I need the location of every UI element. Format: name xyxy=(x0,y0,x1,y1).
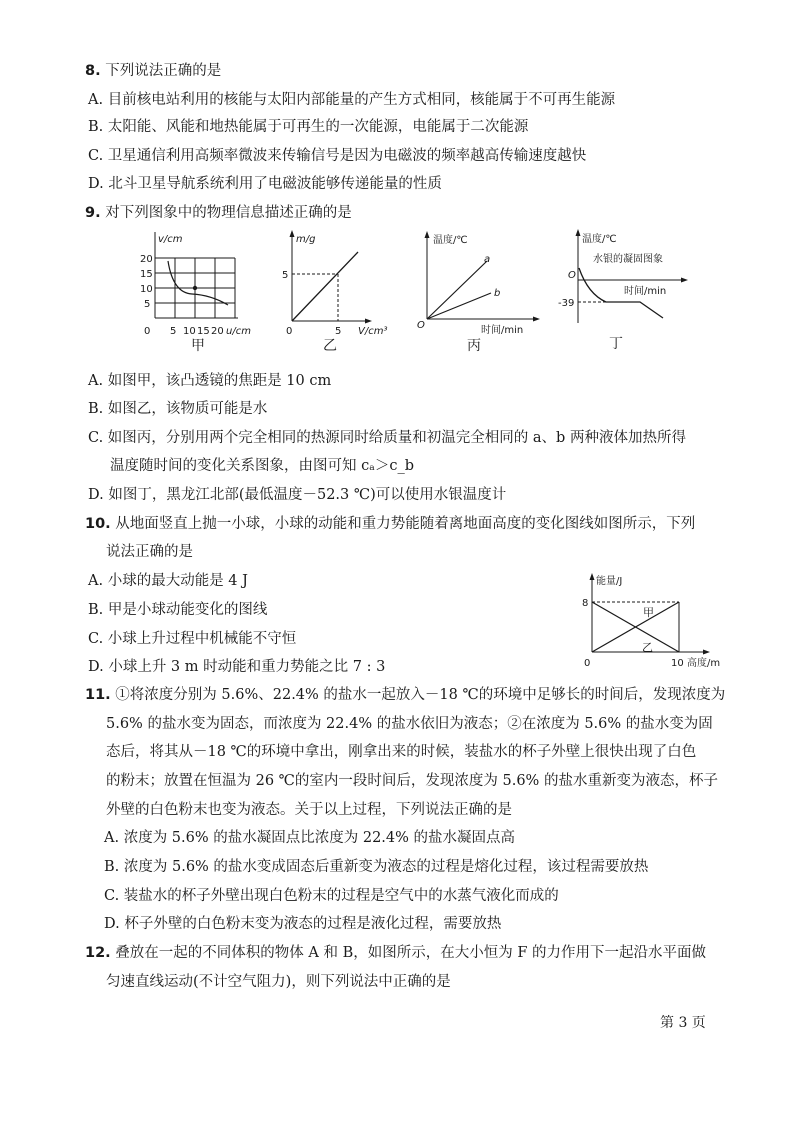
q10-option-b: B. 甲是小球动能变化的图线 xyxy=(88,602,268,618)
graph-bing-line-a xyxy=(427,261,487,319)
q10-number: 10. xyxy=(85,516,111,532)
q11-option-d: D. 杯子外壁的白色粉末变为液态的过程是液化过程，需要放热 xyxy=(104,916,502,932)
q12-number: 12. xyxy=(85,945,111,961)
graph-bing-xlabel: 时间/min xyxy=(481,325,524,336)
q10-graph-xtick: 0 xyxy=(584,658,591,669)
q11-stem-text: ①将浓度分别为 5.6%、22.4% 的盐水一起放入－18 ℃的环境中足够长的时间后，发现浓度为 xyxy=(115,687,726,703)
q8-option-a: A. 目前核电站利用的核能与太阳内部能量的产生方式相同，核能属于不可再生能源 xyxy=(88,92,616,108)
graph-bing xyxy=(415,228,545,338)
graph-ding-caption: 丁 xyxy=(609,336,623,352)
q10-label-jia: 甲 xyxy=(643,606,654,619)
graph-ding-ylabel: 温度/℃ xyxy=(582,234,617,245)
graph-yi-ytick: 5 xyxy=(282,270,289,281)
q10-label-yi: 乙 xyxy=(642,641,653,654)
graph-bing-ylabel: 温度/℃ xyxy=(433,235,468,246)
graph-yi-caption: 乙 xyxy=(323,338,337,354)
q11-stem-line-4: 的粉末；放置在恒温为 26 ℃的室内一段时间后，发现浓度为 5.6% 的盐水重新变为液态，杯子 xyxy=(106,773,718,789)
q11-stem-line-3: 态后，将其从－18 ℃的环境中拿出，刚拿出来的时候，装盐水的杯子外壁上很快出现了白色 xyxy=(106,744,697,760)
graph-jia-xlabel: u/cm xyxy=(226,326,251,337)
q10-stem xyxy=(85,514,695,534)
graph-bing-line-b xyxy=(427,293,491,319)
graph-jia-ytick: 5 xyxy=(144,299,151,310)
graph-jia-ytick: 15 xyxy=(140,269,153,280)
graph-ding-origin: O xyxy=(568,270,576,281)
graph-jia-xtick: 0 xyxy=(144,326,151,337)
graph-bing-origin: O xyxy=(417,320,425,331)
q11-stem-line-2: 5.6% 的盐水变为固态，而浓度为 22.4% 的盐水依旧为液态；②在浓度为 5.6% 的盐水变为固 xyxy=(106,716,713,732)
q10-stem-cont: 说法正确的是 xyxy=(106,544,193,560)
graph-yi-line xyxy=(292,252,358,321)
graph-ding-xlabel: 时间/min xyxy=(624,286,667,297)
q12-stem-text: 叠放在一起的不同体积的物体 A 和 B，如图所示，在大小恒为 F 的力作用下一起沿水平面做 xyxy=(115,945,707,961)
q9-option-c: C. 如图丙，分别用两个完全相同的热源同时给质量和初温完全相同的 a、b 两种液体加热所得 xyxy=(88,430,686,446)
q8-stem-text: 下列说法正确的是 xyxy=(105,63,222,79)
q10-option-d: D. 小球上升 3 m 时动能和重力势能之比 7 : 3 xyxy=(88,659,386,675)
graph-jia-curve xyxy=(168,261,228,305)
graph-ding-title: 水银的凝固图象 xyxy=(593,254,663,265)
graph-jia-ytick: 10 xyxy=(140,284,153,295)
q10-graph-xlabel: 高度/m xyxy=(687,658,721,669)
page-number: 第 3 页 xyxy=(660,1015,706,1031)
graph-ding xyxy=(548,228,698,333)
q9-stem-text: 对下列图象中的物理信息描述正确的是 xyxy=(105,205,352,221)
q11-stem-line-5: 外壁的白色粉末也变为液态。关于以上过程，下列说法正确的是 xyxy=(106,802,512,818)
graph-yi xyxy=(280,228,390,338)
graph-yi-xtick: 0 xyxy=(286,326,293,337)
graph-jia-caption: 甲 xyxy=(191,338,205,354)
graph-jia-xtick: 20 xyxy=(211,326,224,337)
graph-yi-xlabel: V/cm³ xyxy=(358,326,388,337)
q8-option-b: B. 太阳能、风能和地热能属于可再生的一次能源，电能属于二次能源 xyxy=(88,119,529,135)
q10-graph-ytick: 8 xyxy=(582,598,589,609)
q10-energy-graph xyxy=(575,568,735,672)
graph-jia-ytick: 20 xyxy=(140,254,153,265)
graph-jia-xtick: 15 xyxy=(197,326,210,337)
q9-option-a: A. 如图甲，该凸透镜的焦距是 10 cm xyxy=(88,373,332,389)
graph-bing-label-a: a xyxy=(484,254,491,265)
q11-number: 11. xyxy=(85,687,111,703)
graph-jia-xtick: 10 xyxy=(183,326,196,337)
graph-jia-point xyxy=(193,286,197,290)
q10-graph-ylabel: 能量/J xyxy=(596,576,623,587)
q11-option-a: A. 浓度为 5.6% 的盐水凝固点比浓度为 22.4% 的盐水凝固点高 xyxy=(104,830,516,846)
q9-stem xyxy=(85,203,352,223)
q9-number: 9. xyxy=(85,205,101,221)
q11-option-c: C. 装盐水的杯子外壁出现白色粉末的过程是空气中的水蒸气液化而成的 xyxy=(104,888,559,904)
graph-yi-ylabel: m/g xyxy=(296,234,316,245)
q10-option-c: C. 小球上升过程中机械能不守恒 xyxy=(88,631,297,647)
graph-jia-ylabel: v/cm xyxy=(158,234,183,245)
graph-bing-label-b: b xyxy=(494,288,501,299)
q12-stem-cont: 匀速直线运动(不计空气阻力)，则下列说法中正确的是 xyxy=(106,974,451,990)
q8-option-c: C. 卫星通信利用高频率微波来传输信号是因为电磁波的频率越高传输速度越快 xyxy=(88,148,587,164)
graph-jia-xtick: 5 xyxy=(170,326,177,337)
q11-option-b: B. 浓度为 5.6% 的盐水变成固态后重新变为液态的过程是熔化过程，该过程需要放热 xyxy=(104,859,649,875)
q10-stem-text: 从地面竖直上抛一小球，小球的动能和重力势能随着离地面高度的变化图线如图所示，下列 xyxy=(115,516,696,532)
q10-graph-xtick: 10 xyxy=(671,658,684,669)
q9-option-b: B. 如图乙，该物质可能是水 xyxy=(88,401,268,417)
q8-option-d: D. 北斗卫星导航系统利用了电磁波能够传递能量的性质 xyxy=(88,176,442,192)
q9-option-c-cont: 温度随时间的变化关系图象，由图可知 cₐ＞c_b xyxy=(110,458,414,474)
q9-option-d: D. 如图丁，黑龙江北部(最低温度－52.3 ℃)可以使用水银温度计 xyxy=(88,487,507,503)
q8-stem xyxy=(85,61,221,81)
graph-yi-xtick: 5 xyxy=(335,326,342,337)
q8-number: 8. xyxy=(85,63,101,79)
q11-stem xyxy=(85,685,725,705)
q12-stem xyxy=(85,943,706,963)
graph-bing-caption: 丙 xyxy=(467,338,481,354)
graph-ding-ytick: -39 xyxy=(558,298,575,309)
q10-option-a: A. 小球的最大动能是 4 J xyxy=(88,573,248,589)
graph-jia xyxy=(140,228,260,340)
